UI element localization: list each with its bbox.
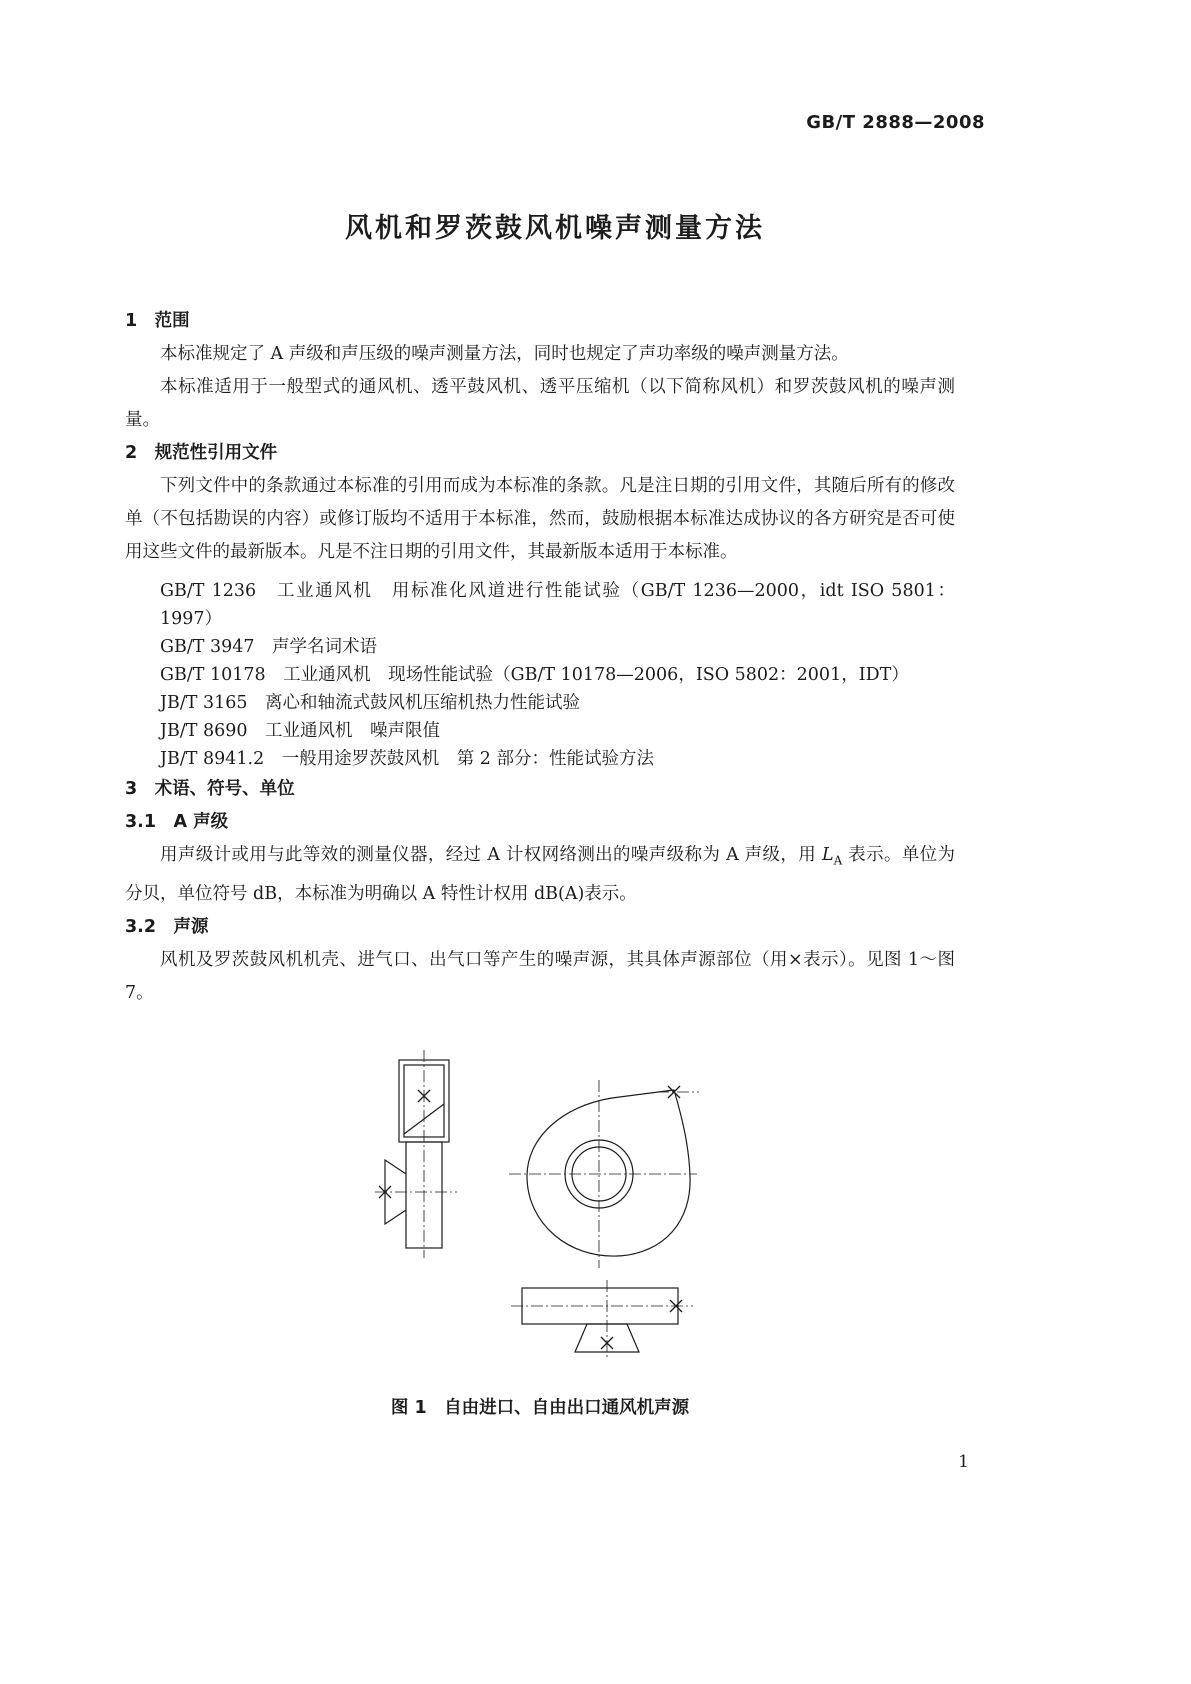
section-2-heading: 2 规范性引用文件 bbox=[125, 443, 278, 463]
document-title: 风机和罗茨鼓风机噪声测量方法 bbox=[345, 213, 765, 244]
section-1-paragraph-1: 本标准规定了 A 声级和声压级的噪声测量方法，同时也规定了声功率级的噪声测量方法。 bbox=[160, 344, 849, 364]
normative-references-list bbox=[125, 577, 955, 773]
section-3-1-paragraph bbox=[125, 839, 955, 911]
page-number: 1 bbox=[958, 1452, 969, 1472]
paragraph-text: 用声级计或用与此等效的测量仪器，经过 A 计权网络测出的噪声级称为 A 声级，用 bbox=[160, 845, 822, 865]
section-3-heading: 3 术语、符号、单位 bbox=[125, 779, 295, 799]
section-2-paragraph-1: 下列文件中的条款通过本标准的引用而成为本标准的条款。凡是注日期的引用文件，其随后所有的修改单（不包括勘误的内容）或修订版均不适用于本标准，然而，鼓励根据本标准达成协议的各方研究是否可使用这些文件的最新版本。凡是不注日期的引用文件，其最新版本适用于本标准。 bbox=[125, 476, 955, 562]
reference-item: JB/T 8690 工业通风机 噪声限值 bbox=[160, 721, 441, 741]
symbol-LA: L bbox=[822, 845, 834, 865]
section-3-2-paragraph: 风机及罗茨鼓风机机壳、进气口、出气口等产生的噪声源，其具体声源部位（用×表示）。见图 1～图 7。 bbox=[125, 949, 955, 1003]
standard-number: GB/T 2888—2008 bbox=[806, 112, 985, 133]
paragraph-text: 表示。单位为分贝，单位符号 dB，本标准为明确以 A 特性计权用 dB(A)表示。 bbox=[125, 845, 955, 904]
figure-1-caption: 图 1 自由进口、自由出口通风机声源 bbox=[390, 1397, 690, 1418]
reference-item: JB/T 3165 离心和轴流式鼓风机压缩机热力性能试验 bbox=[160, 693, 581, 713]
document-body bbox=[125, 305, 955, 1425]
fan-front-view bbox=[509, 1080, 699, 1268]
figure-1-drawing bbox=[375, 1046, 705, 1366]
reference-item: GB/T 3947 声学名词术语 bbox=[160, 637, 378, 657]
symbol-LA-subscript: A bbox=[833, 853, 843, 868]
reference-item: GB/T 10178 工业通风机 现场性能试验（GB/T 10178—2006，ISO 5802：2001，IDT） bbox=[160, 665, 909, 685]
section-1-paragraph-2: 本标准适用于一般型式的通风机、透平鼓风机、透平压缩机（以下简称风机）和罗茨鼓风机的噪声测量。 bbox=[125, 377, 955, 430]
section-3-2-heading: 3.2 声源 bbox=[125, 916, 209, 937]
section-1-heading: 1 范围 bbox=[125, 311, 190, 331]
reference-item: GB/T 1236 工业通风机 用标准化风道进行性能试验（GB/T 1236—2000，idt ISO 5801：1997） bbox=[160, 581, 955, 629]
fan-side-view bbox=[375, 1050, 457, 1258]
figure-1 bbox=[125, 1046, 955, 1425]
reference-item: JB/T 8941.2 一般用途罗茨鼓风机 第 2 部分：性能试验方法 bbox=[160, 749, 654, 769]
fan-bottom-view bbox=[511, 1280, 693, 1360]
section-3-1-heading: 3.1 A 声级 bbox=[125, 812, 229, 832]
